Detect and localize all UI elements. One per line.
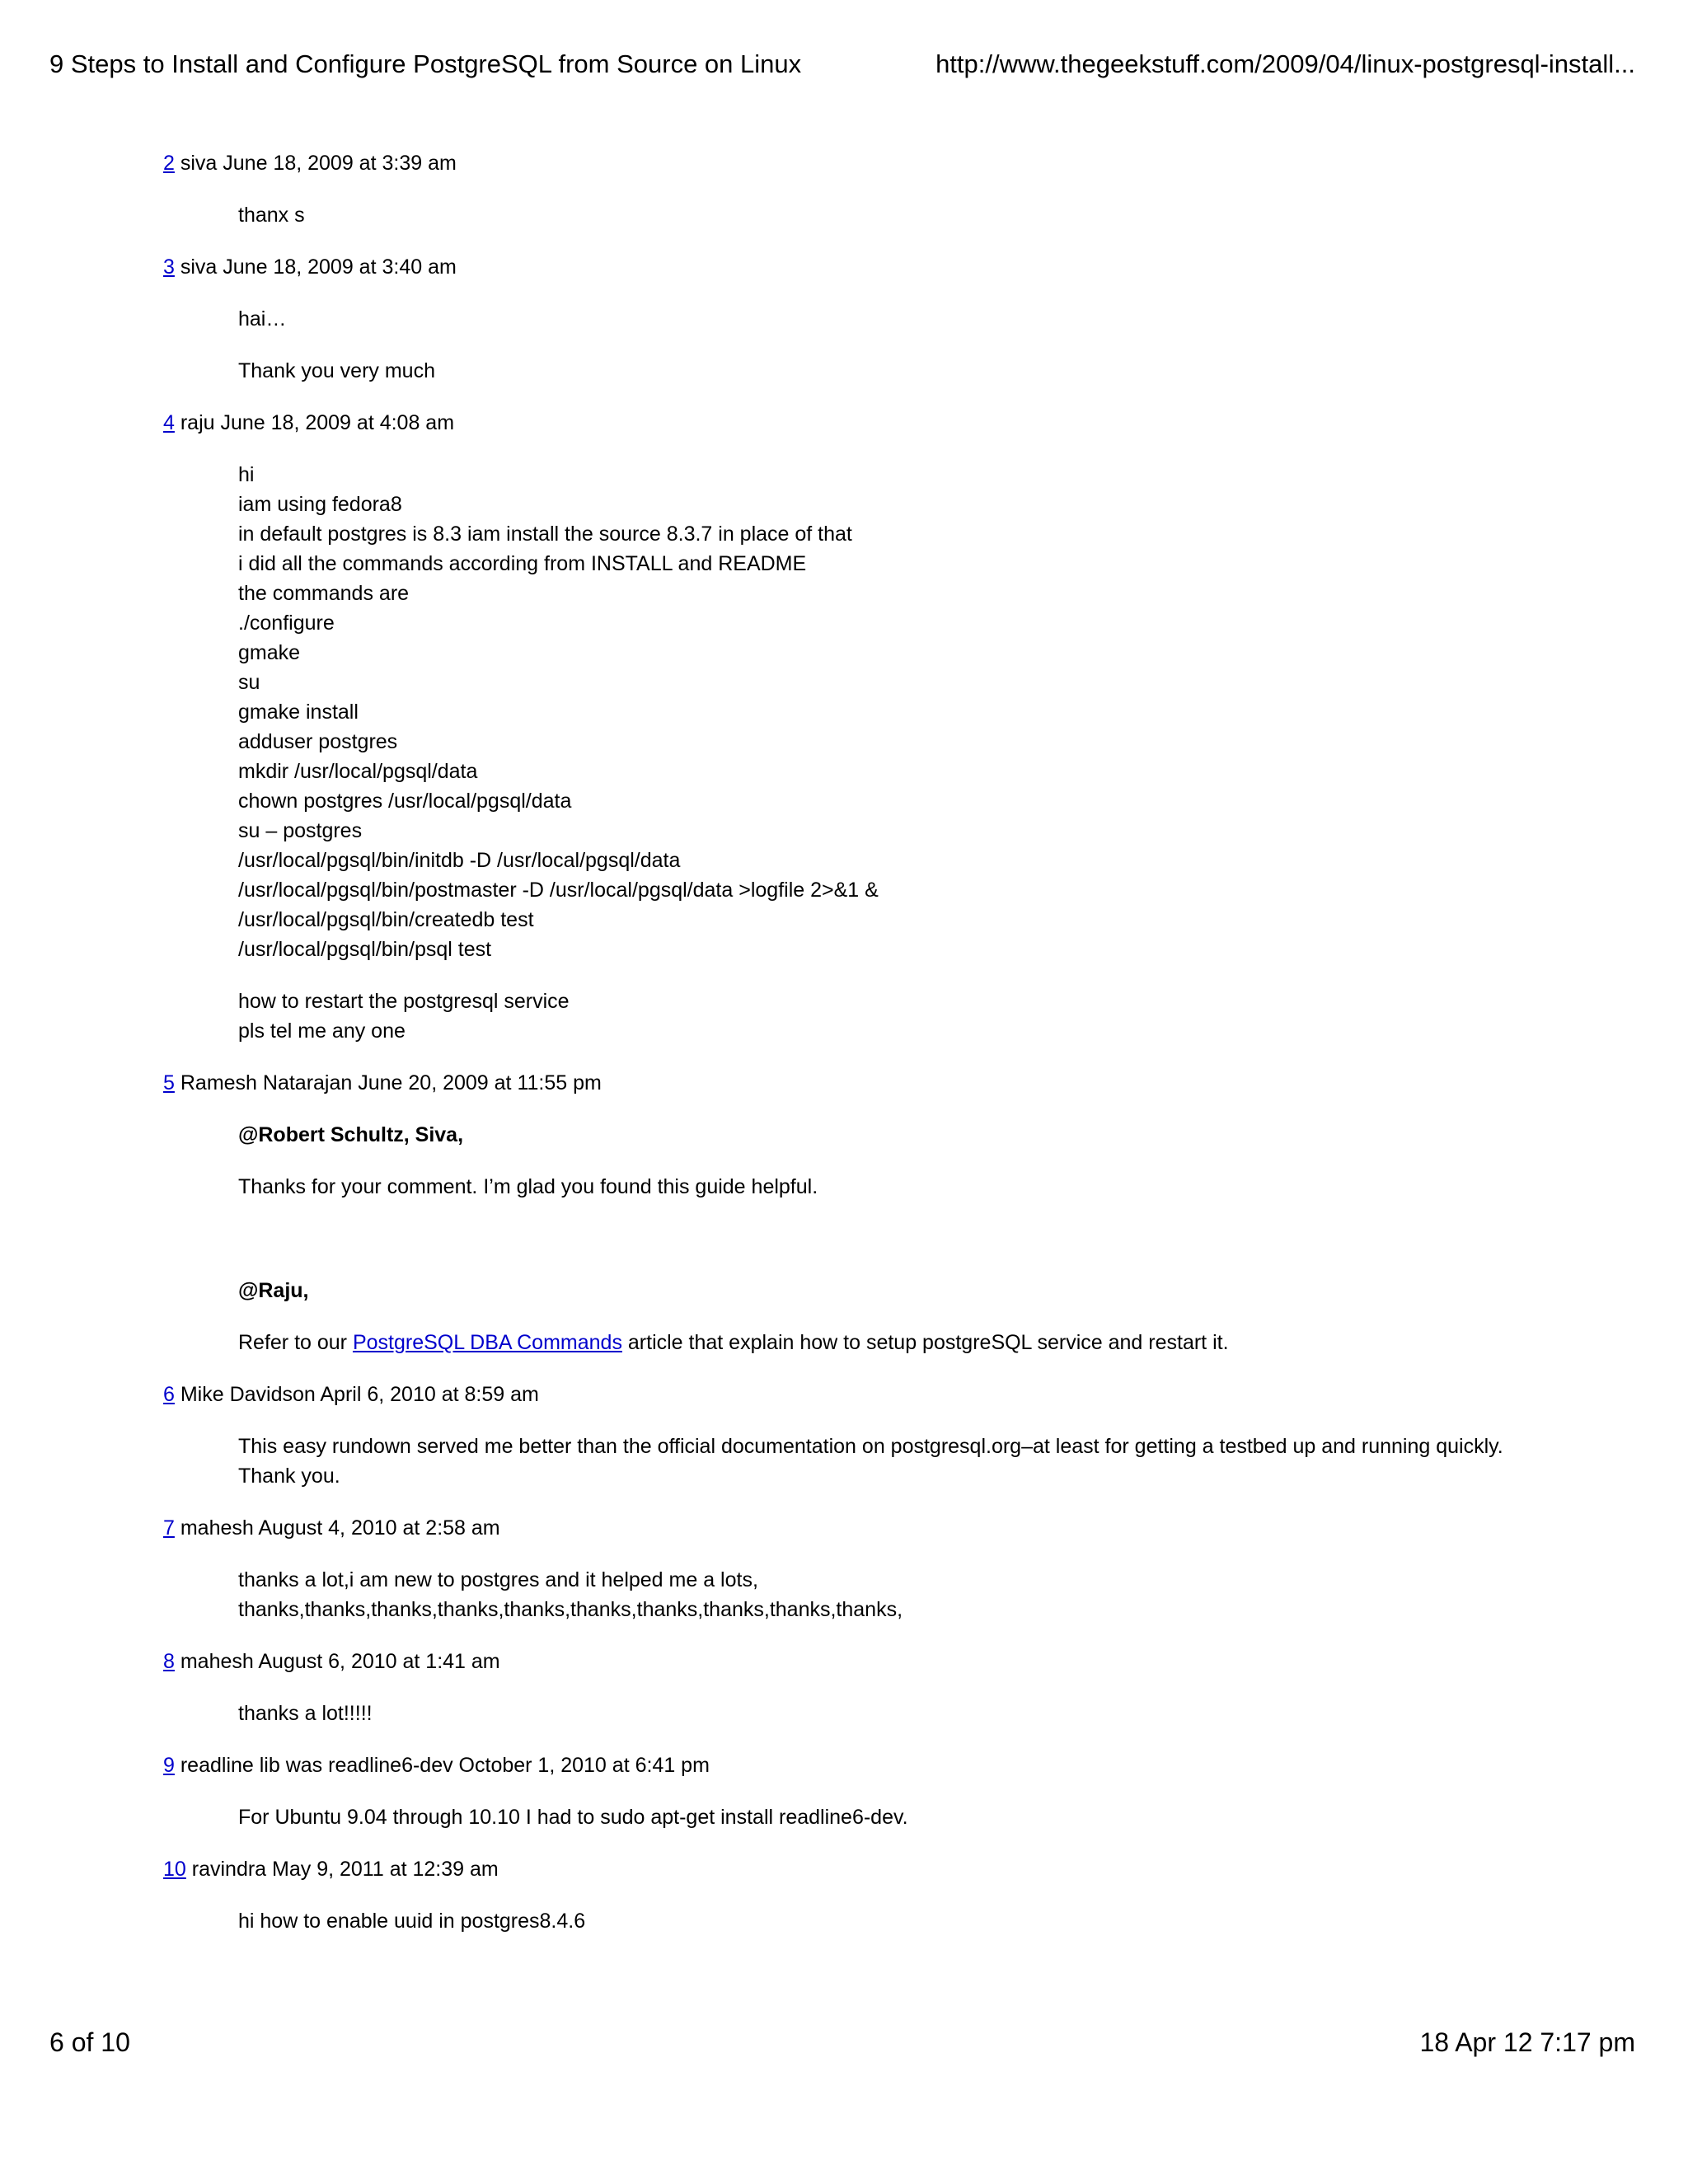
comment-header	[163, 1647, 1647, 1676]
comment-permalink[interactable]: 5	[163, 1071, 175, 1094]
comment-permalink[interactable]: 10	[163, 1858, 186, 1881]
comment-body	[238, 460, 1647, 1046]
comment-3	[163, 252, 1647, 386]
comment-permalink[interactable]: 6	[163, 1383, 175, 1406]
comment-header	[163, 252, 1647, 282]
print-datetime: 18 Apr 12 7:17 pm	[1419, 2027, 1635, 2057]
comment-header	[163, 1854, 1647, 1884]
comment-text: hi how to enable uuid in postgres8.4.6	[238, 1910, 586, 1933]
comment-2	[163, 148, 1647, 230]
comment-permalink[interactable]: 9	[163, 1754, 175, 1777]
comment-text	[238, 1328, 1647, 1357]
comment-author-date: mahesh August 4, 2010 at 2:58 am	[180, 1516, 500, 1540]
comment-author-date: Mike Davidson April 6, 2010 at 8:59 am	[180, 1383, 539, 1406]
comment-header	[163, 1513, 1647, 1543]
comment-header	[163, 1380, 1647, 1409]
comment-header	[163, 1750, 1647, 1780]
comment-text: how to restart the postgresql service pls tel me any one	[238, 990, 570, 1043]
postgresql-dba-commands-link[interactable]: PostgreSQL DBA Commands	[352, 1331, 622, 1354]
comment-header	[163, 148, 1647, 178]
comment-permalink[interactable]: 2	[163, 152, 175, 175]
comment-10	[163, 1854, 1647, 1936]
comment-author-date: Ramesh Natarajan June 20, 2009 at 11:55 pm	[180, 1071, 602, 1094]
comment-author-date: readline lib was readline6-dev October 1, 2010 at 6:41 pm	[180, 1754, 710, 1777]
comment-body	[238, 304, 1647, 386]
comment-text: This easy rundown served me better than the official documentation on postgresql.org–at least for getting a testbed up and running quickly. Thank you.	[238, 1435, 1503, 1488]
comment-text: For Ubuntu 9.04 through 10.10 I had to sudo apt-get install readline6-dev.	[238, 1806, 908, 1829]
comment-text: hai…	[238, 307, 287, 330]
comment-list	[163, 148, 1647, 1958]
comment-text: Thanks for your comment. I’m glad you found this guide helpful.	[238, 1175, 818, 1198]
comment-text: thanx s	[238, 204, 305, 227]
comment-8	[163, 1647, 1647, 1728]
comment-body	[238, 1432, 1647, 1491]
comment-permalink[interactable]: 4	[163, 411, 175, 434]
comment-author-date: siva June 18, 2009 at 3:39 am	[180, 152, 457, 175]
comment-author-date: raju June 18, 2009 at 4:08 am	[180, 411, 455, 434]
page-header-url: http://www.thegeekstuff.com/2009/04/linux-postgresql-install...	[935, 49, 1635, 78]
comment-text: Thank you very much	[238, 359, 435, 382]
comment-author-date: siva June 18, 2009 at 3:40 am	[180, 255, 457, 279]
page-header-title: 9 Steps to Install and Configure PostgreSQL from Source on Linux	[49, 49, 802, 78]
comment-body	[238, 1565, 1647, 1624]
page-number: 6 of 10	[49, 2027, 130, 2057]
comment-body	[238, 200, 1647, 230]
comment-header	[163, 408, 1647, 438]
comment-author-date: mahesh August 6, 2010 at 1:41 am	[180, 1650, 500, 1673]
comment-5	[163, 1068, 1647, 1357]
text-before-link: Refer to our	[238, 1331, 353, 1354]
comment-4	[163, 408, 1647, 1046]
comment-9	[163, 1750, 1647, 1832]
comment-header	[163, 1068, 1647, 1098]
comment-body	[238, 1802, 1647, 1832]
comment-author-date: ravindra May 9, 2011 at 12:39 am	[191, 1858, 499, 1881]
comment-body	[238, 1120, 1647, 1357]
comment-text: thanks a lot!!!!!	[238, 1702, 373, 1725]
comment-text: thanks a lot,i am new to postgres and it helped me a lots, thanks,thanks,thanks,thanks,thanks,thanks,thanks,thanks,thanks,thanks,	[238, 1568, 903, 1621]
spacer	[238, 1224, 1647, 1276]
reply-addressee: @Raju,	[238, 1279, 309, 1302]
comment-permalink[interactable]: 8	[163, 1650, 175, 1673]
comment-body	[238, 1906, 1647, 1936]
comment-permalink[interactable]: 3	[163, 255, 175, 279]
comment-permalink[interactable]: 7	[163, 1516, 175, 1540]
comment-text: hi iam using fedora8 in default postgres is 8.3 iam install the source 8.3.7 in place of that i did all the commands according from INSTALL and README the commands are ./configure gmake su gmake install adduser postgres mkdir /usr/local/pgsql/data chown postgres /usr/local/pgsql/data su – postgres /usr/local/pgsql/bin/initdb -D /usr/local/pgsql/data /usr/local/pgsql/bin/postmaster -D /usr/local/pgsql/data >logfile 2>&1 & /usr/local/pgsql/bin/createdb test /usr/local/pgsql/bin/psql test	[238, 463, 879, 961]
comment-7	[163, 1513, 1647, 1624]
reply-addressee: @Robert Schultz, Siva,	[238, 1123, 464, 1146]
comment-6	[163, 1380, 1647, 1491]
text-after-link: article that explain how to setup postgreSQL service and restart it.	[621, 1331, 1229, 1354]
comment-body	[238, 1699, 1647, 1728]
